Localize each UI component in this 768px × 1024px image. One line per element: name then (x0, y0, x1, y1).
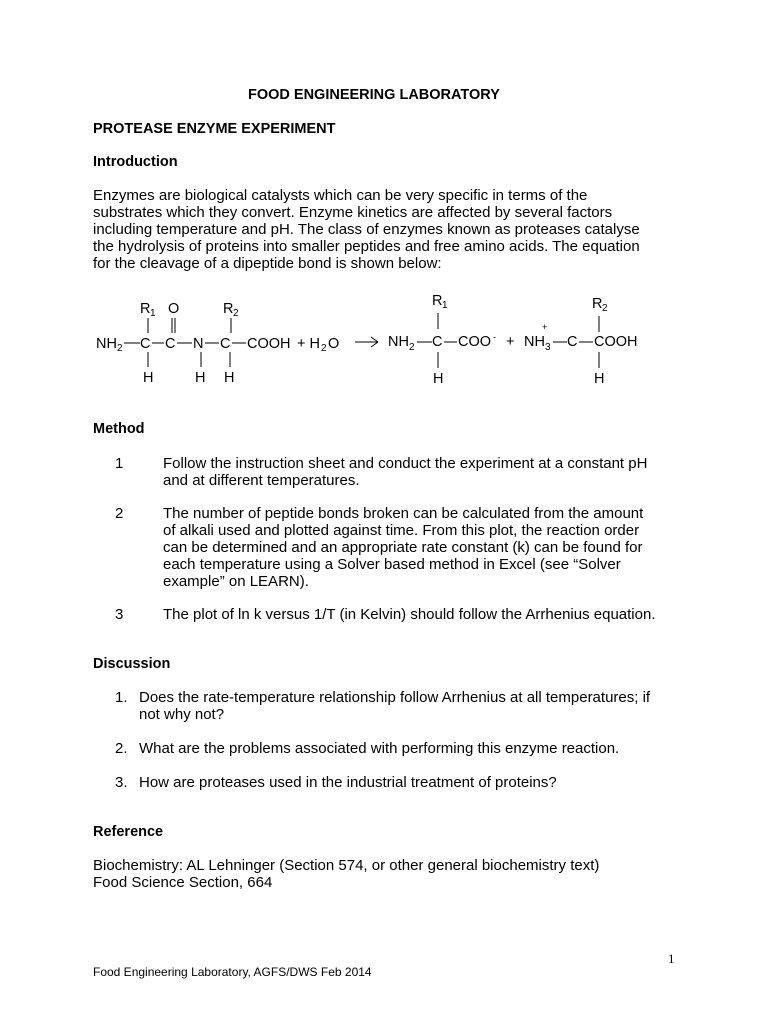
carboxylate-label: COO (458, 334, 492, 350)
method-line: The plot of ln k versus 1/T (in Kelvin) should follow the Arrhenius equation. (163, 606, 656, 623)
discussion-item-text (139, 689, 699, 723)
reference-heading: Reference (93, 824, 164, 840)
r1-subscript: 1 (442, 300, 448, 311)
method-line: each temperature using a Solver based method in Excel (see “Solver (163, 556, 621, 573)
method-item-text (163, 606, 693, 623)
method-item-number: 1 (115, 455, 124, 472)
discussion-line: not why not? (139, 706, 225, 723)
method-item-text (163, 455, 693, 489)
introduction-line: for the cleavage of a dipeptide bond is shown below: (93, 255, 442, 272)
page-footer: Food Engineering Laboratory, AGFS/DWS Feb 2014 (93, 965, 372, 979)
discussion-item-number: 2. (115, 740, 128, 757)
introduction-line: the hydrolysis of proteins into smaller peptides and free amino acids. The equation (93, 238, 640, 255)
nh3-subscript: 3 (545, 342, 551, 353)
document-title: FOOD ENGINEERING LABORATORY (248, 87, 500, 103)
method-item-text (163, 505, 693, 590)
r2-label: R (592, 296, 603, 312)
carbon-label: C (165, 336, 176, 352)
r1-label: R (140, 301, 151, 317)
r2-subscript: 2 (602, 303, 608, 314)
nh2-subscript: 2 (409, 342, 415, 353)
r2-subscript: 2 (233, 308, 239, 319)
discussion-item-number: 1. (115, 689, 128, 706)
nh3-label: NH (524, 334, 545, 350)
nh2-subscript: 2 (117, 343, 123, 354)
plus-water-label: + H (297, 336, 320, 352)
introduction-line: including temperature and pH. The class of enzymes known as proteases catalyse (93, 221, 640, 238)
carbon-label: C (220, 336, 231, 352)
method-line: and at different temperatures. (163, 472, 360, 489)
introduction-paragraph (93, 187, 693, 272)
hydrogen-label: H (594, 371, 605, 387)
discussion-line: How are proteases used in the industrial treatment of proteins? (139, 774, 557, 791)
discussion-line: What are the problems associated with performing this enzyme reaction. (139, 740, 620, 757)
r1-subscript: 1 (150, 308, 156, 319)
water-subscript: 2 (321, 343, 327, 354)
discussion-line: Does the rate-temperature relationship follow Arrhenius at all temperatures; if (139, 689, 651, 706)
charge-superscript: + (542, 322, 548, 332)
reference-line: Food Science Section, 664 (93, 874, 273, 891)
carbon-label: C (140, 336, 151, 352)
introduction-heading: Introduction (93, 154, 178, 170)
carbon-label: C (432, 334, 443, 350)
cooh-label: COOH (594, 334, 638, 350)
discussion-heading: Discussion (93, 656, 171, 672)
method-line: The number of peptide bonds broken can be calculated from the amount (163, 505, 644, 522)
method-item-number: 3 (115, 606, 124, 623)
method-line: of alkali used and plotted against time. From this plot, the reaction order (163, 522, 640, 539)
reference-list (93, 857, 693, 891)
water-oxygen-label: O (328, 336, 340, 352)
page-number: 1 (668, 951, 675, 966)
r1-label: R (432, 293, 443, 309)
charge-superscript: - (493, 332, 496, 342)
dipeptide-cleavage-equation (0, 285, 768, 395)
hydrogen-label: H (195, 370, 206, 386)
plus-sign: + (506, 334, 515, 350)
discussion-item-number: 3. (115, 774, 128, 791)
method-line: can be determined and an appropriate rate constant (k) can be found for (163, 539, 643, 556)
experiment-title: PROTEASE ENZYME EXPERIMENT (93, 121, 336, 137)
discussion-item-text (139, 740, 699, 757)
introduction-line: substrates which they convert. Enzyme kinetics are affected by several factors (93, 204, 613, 221)
method-line: example” on LEARN). (163, 573, 309, 590)
nh2-label: NH (96, 336, 117, 352)
cooh-label: COOH (247, 336, 291, 352)
introduction-line: Enzymes are biological catalysts which can be very specific in terms of the (93, 187, 588, 204)
method-item-number: 2 (115, 505, 124, 522)
method-line: Follow the instruction sheet and conduct the experiment at a constant pH (163, 455, 648, 472)
method-heading: Method (93, 421, 145, 437)
hydrogen-label: H (224, 370, 235, 386)
oxygen-label: O (168, 301, 180, 317)
r2-label: R (223, 301, 234, 317)
hydrogen-label: H (433, 371, 444, 387)
discussion-item-text (139, 774, 699, 791)
nitrogen-label: N (193, 336, 204, 352)
reaction-arrow-icon (355, 337, 378, 347)
carbon-label: C (567, 334, 578, 350)
nh2-label: NH (388, 334, 409, 350)
reference-line: Biochemistry: AL Lehninger (Section 574, or other general biochemistry text) (93, 857, 600, 874)
hydrogen-label: H (143, 370, 154, 386)
